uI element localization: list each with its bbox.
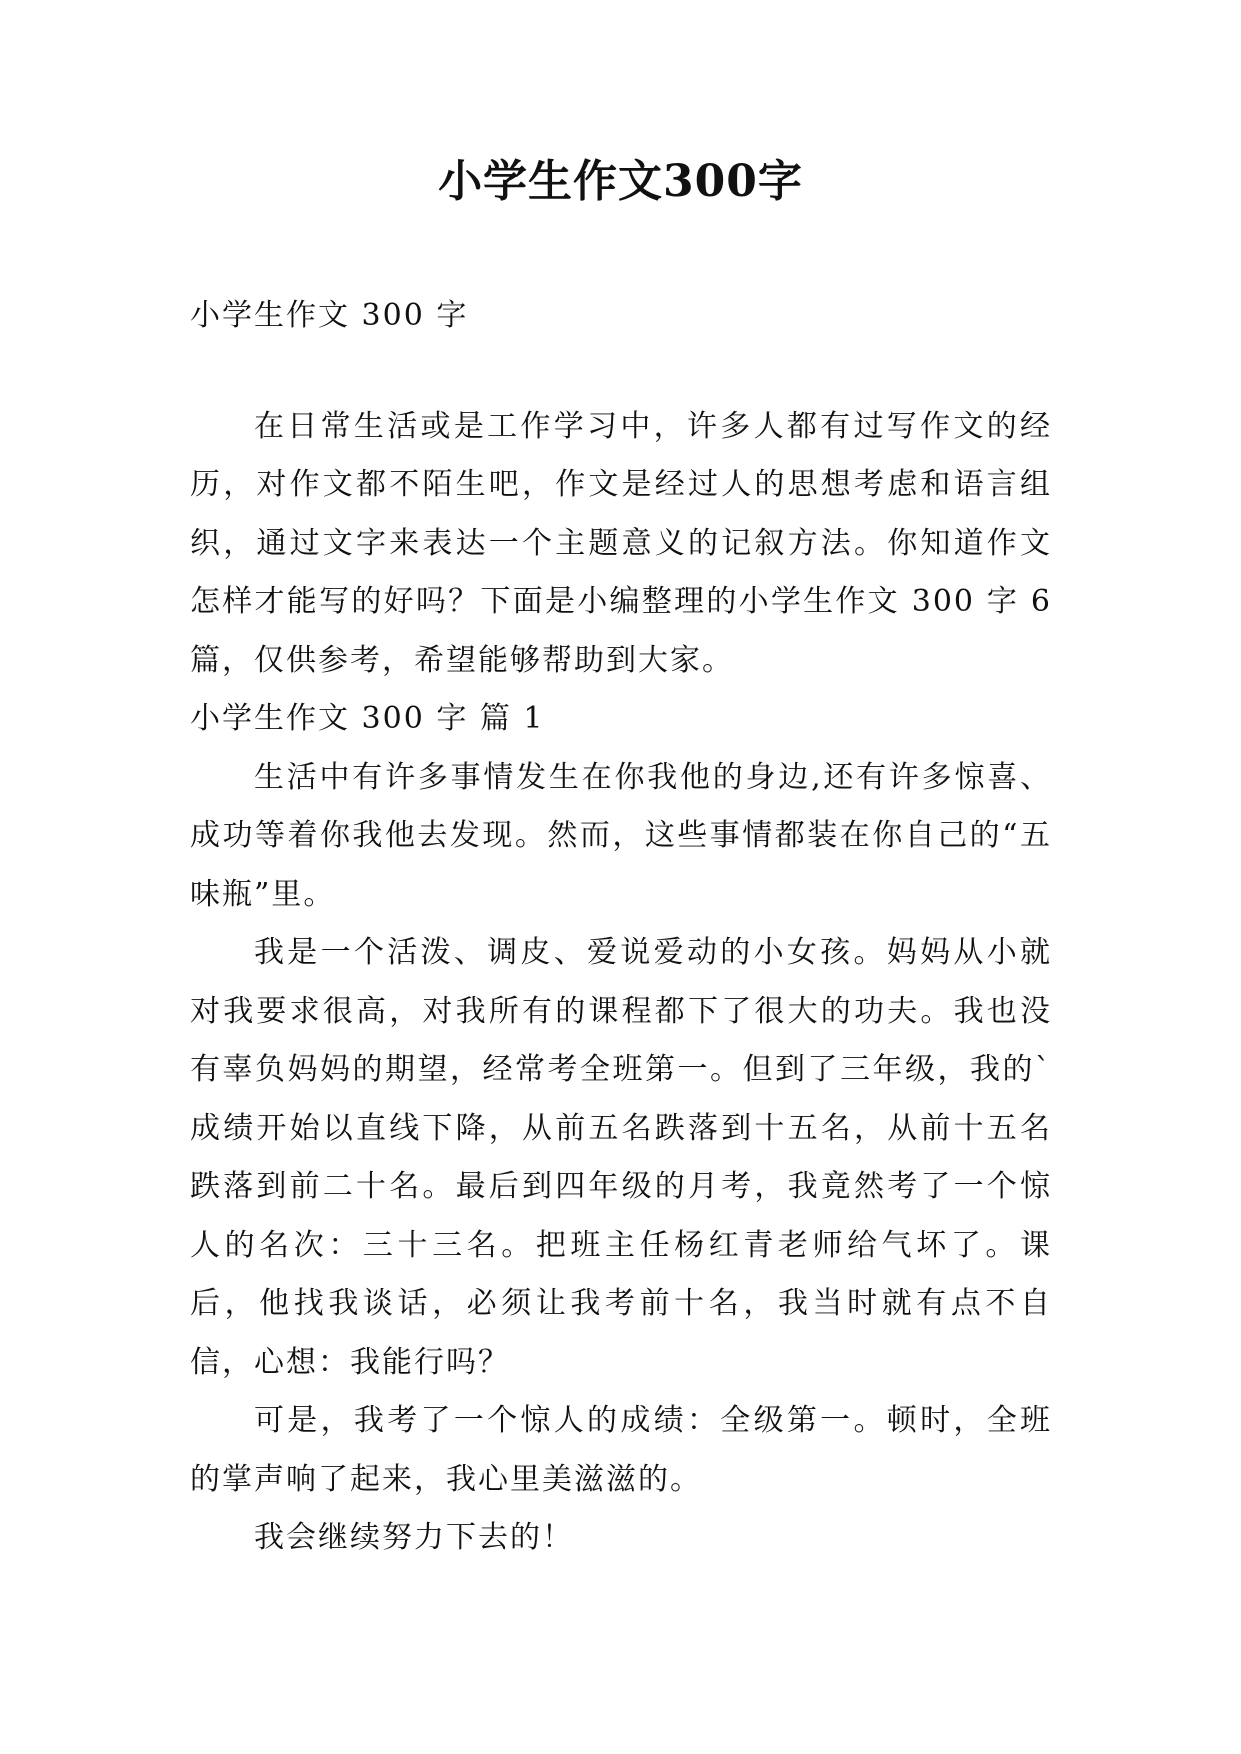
essay-paragraph-3: 可是，我考了一个惊人的成绩：全级第一。顿时，全班的掌声响了起来，我心里美滋滋的。	[190, 1403, 1052, 1497]
essay-paragraph-1: 生活中有许多事情发生在你我他的身边,还有许多惊喜、成功等着你我他去发现。然而，这些事情都装在你自己的“五味瓶”里。	[190, 759, 1052, 912]
document-subtitle: 小学生作文 300 字	[190, 298, 469, 333]
document-body	[190, 287, 1052, 1568]
essay-paragraph-4: 我会继续努力下去的！	[254, 1520, 574, 1555]
essay-paragraph-2: 我是一个活泼、调皮、爱说爱动的小女孩。妈妈从小就对我要求很高，对我所有的课程都下了很大的功夫。我也没有辜负妈妈的期望，经常考全班第一。但到了三年级，我的`成绩开始以直线下降，从前五名跌落到十五名，从前十五名跌落到前二十名。最后到四年级的月考，我竟然考了一个惊人的名次：三十三名。把班主任杨红青老师给气坏了。课后，他找我谈话，必须让我考前十名，我当时就有点不自信，心想：我能行吗？	[190, 935, 1052, 1380]
document-title: 小学生作文300字	[438, 156, 803, 207]
intro-paragraph: 在日常生活或是工作学习中，许多人都有过写作文的经历，对作文都不陌生吧，作文是经过人的思想考虑和语言组织，通过文字来表达一个主题意义的记叙方法。你知道作文怎样才能写的好吗？下面是小编整理的小学生作文 300 字 6 篇，仅供参考，希望能够帮助到大家。	[190, 408, 1052, 678]
section-heading: 小学生作文 300 字 篇 1	[190, 701, 545, 736]
